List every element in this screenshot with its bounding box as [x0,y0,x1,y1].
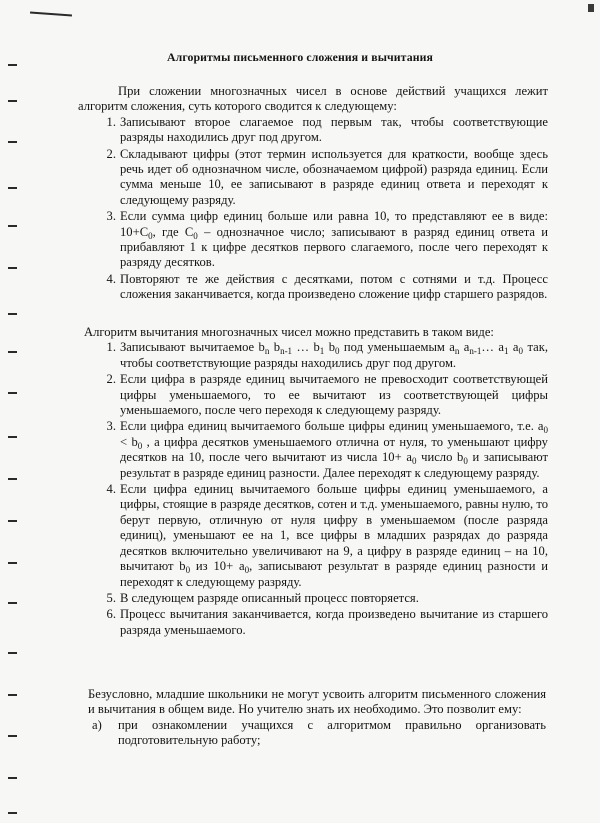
margin-mark [8,392,17,394]
addition-steps-list [78,115,548,303]
list-item: а) при ознакомлении учащихся с алгоритмом правильно организовать подготовительную работу; [92,717,546,748]
list-item: 1. Записывают вычитаемое $b_n$ $b_{n-1}$ … $b_1$ $b_0$ под уменьшаемым $a_n$ $a_{n-1}\dots$ $a_1$ $a_0$ так, чтобы соответствующие разряды находились друг под другом. [106,340,548,370]
margin-mark [8,562,17,564]
list-item: 4. Если цифра единиц вычитаемого больше цифры единиц уменьшаемого, а цифры, стоящие в разряде десятков, сотен и т.д. уменьшаемого, равны нулю, то берут первую, отличную от нуля цифру в уменьшаемом (после разряда единиц), уменьшают ее на 1, все цифры в младших разрядах до разряда десятков включительно увеличивают на 9, а цифру в разряде единиц – на 10, вычитают $b_0$ из $10+ a_0$, записывают результат в разряде единиц разности и переходят к следующему разряду. [106,482,549,589]
corner-mark [588,4,594,12]
margin-mark [8,602,17,604]
margin-mark [8,478,17,480]
margin-mark [8,777,17,779]
margin-mark [8,694,17,696]
margin-mark [8,520,17,522]
subtraction-intro: Алгоритм вычитания многозначных чисел можно представить в таком виде: [84,325,494,339]
list-item: 1. Записывают второе слагаемое под первым так, чтобы соответствующие разряды находились друг под другом. [106,114,548,145]
conclusion-section [88,687,546,750]
subtraction-section [78,325,548,639]
list-item: 3. Если сумма цифр единиц больше или равна 10, то представляют ее в виде: $10+C_0$, где $C_0$ – однозначное число; записывают в разряд единиц ответа и прибавляют 1 к цифре десятков первого слагаемого, после чего переходят к разряду десятков. [106,209,549,270]
list-item: 5. В следующем разряде описанный процесс повторяется. [106,590,419,605]
subtraction-steps-list [78,340,548,638]
conclusion-paragraph: Безусловно, младшие школьники не могут усвоить алгоритм письменного сложения и вычитания в общем виде. Но учителю знать их необходимо. Это позволит ему: [88,687,546,717]
margin-mark [8,812,17,814]
list-item: 2. Если цифра в разряде единиц вычитаемого не превосходит соответствующей цифры уменьшаемого, то ее вычитают из соответствующей цифры уменьшаемого, после чего переходя к следующему разряду. [106,372,548,418]
addition-section [78,84,548,304]
list-item: 2. Складывают цифры (этот термин используется для краткости, вообще здесь речь идет об однозначном числе, обозначаемом цифрой) разряда единиц. Если сумма меньше 10, ее записывают в разряде единиц ответа и переходят к следующему разряду. [106,146,548,207]
margin-mark [8,436,17,438]
margin-mark [8,313,17,315]
margin-mark [8,141,17,143]
margin-mark [8,187,17,189]
margin-mark [8,225,17,227]
margin-mark [8,267,17,269]
margin-mark [8,100,17,102]
list-item: 6. Процесс вычитания заканчивается, когда произведено вычитание из старшего разряда уменьшаемого. [106,607,548,637]
intro-paragraph: При сложении многозначных чисел в основе действий учащихся лежит алгоритм сложения, суть которого сводится к следующему: [78,84,548,114]
margin-mark [8,351,17,353]
margin-mark [30,12,72,17]
margin-mark [8,652,17,654]
page-title: Алгоритмы письменного сложения и вычитания [166,50,433,64]
margin-mark [8,735,17,737]
list-item: 3. Если цифра единиц вычитаемого больше цифры единиц уменьшаемого, т.е. $a_0 < b_0$ , а цифра десятков уменьшаемого отлична от нуля, то уменьшают цифру десятков на 10, после чего вычитают из числа $10+ a_0$ число $b_0$ и записывают результат в разряде единиц разности. Далее переходят к следующему разряду. [106,419,548,480]
list-item: 4. Повторяют те же действия с десятками, потом с сотнями и т.д. Процесс сложения заканчивается, когда произведено сложение цифр старшего разрядов. [106,271,548,302]
